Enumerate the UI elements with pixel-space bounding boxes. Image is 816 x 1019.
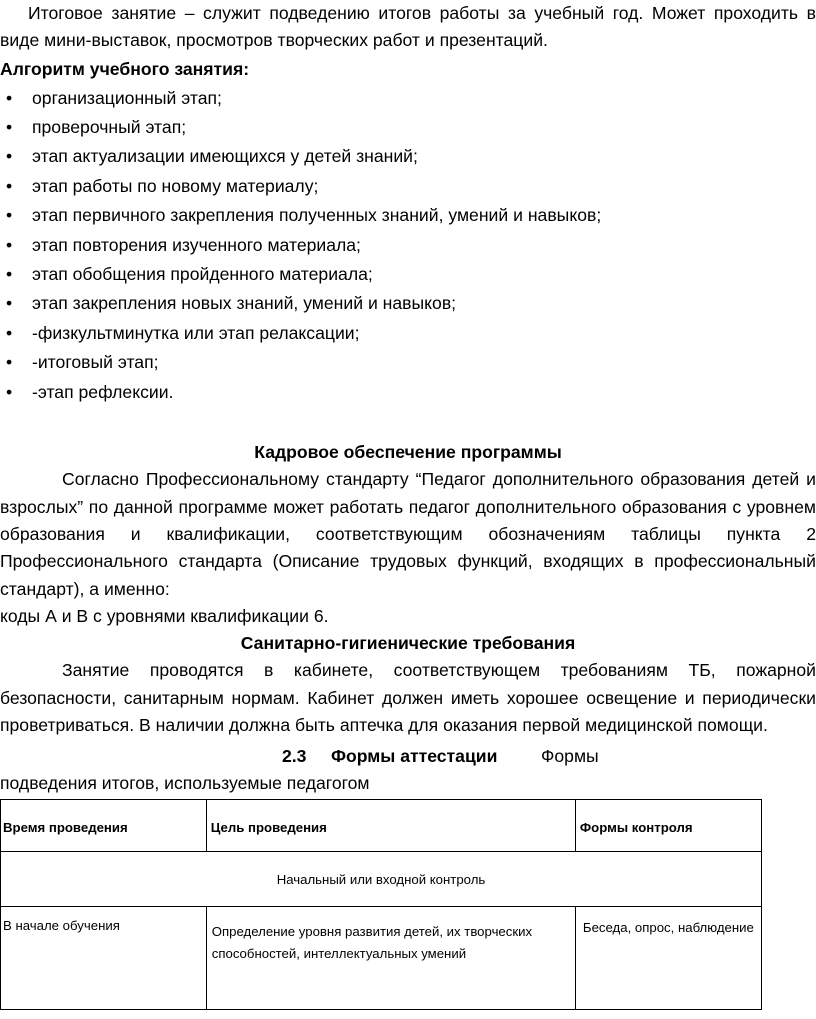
bullet-icon: • — [6, 264, 13, 285]
section-label: Начальный или входной контроль — [1, 852, 762, 907]
cell-time: В начале обучения — [1, 907, 207, 1010]
control-forms-table — [0, 799, 762, 1010]
forms-word: Формы — [541, 746, 599, 767]
bullet-icon: • — [6, 87, 13, 108]
bullet-icon: • — [6, 117, 13, 137]
bullet-icon: • — [6, 146, 13, 167]
bullet-icon: • — [6, 352, 13, 373]
staffing-heading: Кадровое обеспечение программы — [254, 442, 562, 463]
intro-paragraph: Итоговое занятие – служит подведению итогов работы за учебный год. Может проходить в виде мини-выставок, просмотров творческих работ и презентаций. — [0, 3, 816, 51]
bullet-icon: • — [6, 234, 13, 255]
section-title: Формы аттестации — [331, 746, 498, 767]
list-item: • этап актуализации имеющихся у детей знаний; — [0, 142, 816, 171]
header-forms: Формы контроля — [575, 800, 761, 852]
bullet-icon: • — [6, 381, 13, 402]
list-item: • этап повторения изученного материала; — [0, 231, 816, 260]
sanitary-paragraph: Занятие проводятся в кабинете, соответствующем требованиям ТБ, пожарной безопасности, санитарным нормам. Кабинет должен иметь хорошее освещение и периодически проветриваться. В наличии должна быть аптечка для оказания первой медицинской помощи. — [0, 660, 816, 736]
section-number: 2.3 — [282, 746, 307, 767]
list-item: • проверочный этап; — [0, 113, 816, 142]
attestation-heading — [0, 743, 816, 770]
algorithm-title: Алгоритм учебного занятия: — [0, 58, 250, 79]
bullet-icon: • — [6, 175, 13, 196]
staffing-paragraph: Согласно Профессиональному стандарту “Педагог дополнительного образования детей и взрослых” по данной программе может работать педагог дополнительного образования с уровнем образования и квалификации, соответствующим обозначениям таблицы пункта 2 Профессионального стандарта (Описание трудовых функций, входящих в профессиональный стандарт), а именно: — [0, 469, 816, 599]
sanitary-heading: Санитарно-гигиенические требования — [240, 633, 576, 654]
cell-goal: Определение уровня развития детей, их творческих способностей, интеллектуальных умений — [206, 907, 575, 1010]
list-item: • этап обобщения пройденного материала; — [0, 260, 816, 289]
header-time: Время проведения — [1, 800, 207, 852]
list-item: • -этап рефлексии. — [0, 378, 816, 407]
bullet-icon: • — [6, 205, 13, 226]
table-header-row — [1, 800, 762, 852]
list-item: • этап первичного закрепления полученных знаний, умений и навыков; — [0, 201, 816, 230]
bullet-icon: • — [6, 293, 13, 314]
algorithm-list — [0, 84, 816, 407]
list-item: • этап закрепления новых знаний, умений и навыков; — [0, 289, 816, 318]
staffing-codes: коды А и В с уровнями квалификации 6. — [0, 605, 329, 626]
header-goal: Цель проведения — [206, 800, 575, 852]
attestation-subtitle: подведения итогов, используемые педагогом — [0, 773, 370, 794]
table-section-row — [1, 852, 762, 907]
list-item: • -итоговый этап; — [0, 348, 816, 377]
cell-forms: Беседа, опрос, наблюдение — [575, 907, 761, 1010]
table-row — [1, 907, 762, 1010]
list-item: • этап работы по новому материалу; — [0, 172, 816, 201]
list-item: • организационный этап; — [0, 84, 816, 113]
list-item: • -физкультминутка или этап релаксации; — [0, 319, 816, 348]
bullet-icon: • — [6, 322, 13, 343]
